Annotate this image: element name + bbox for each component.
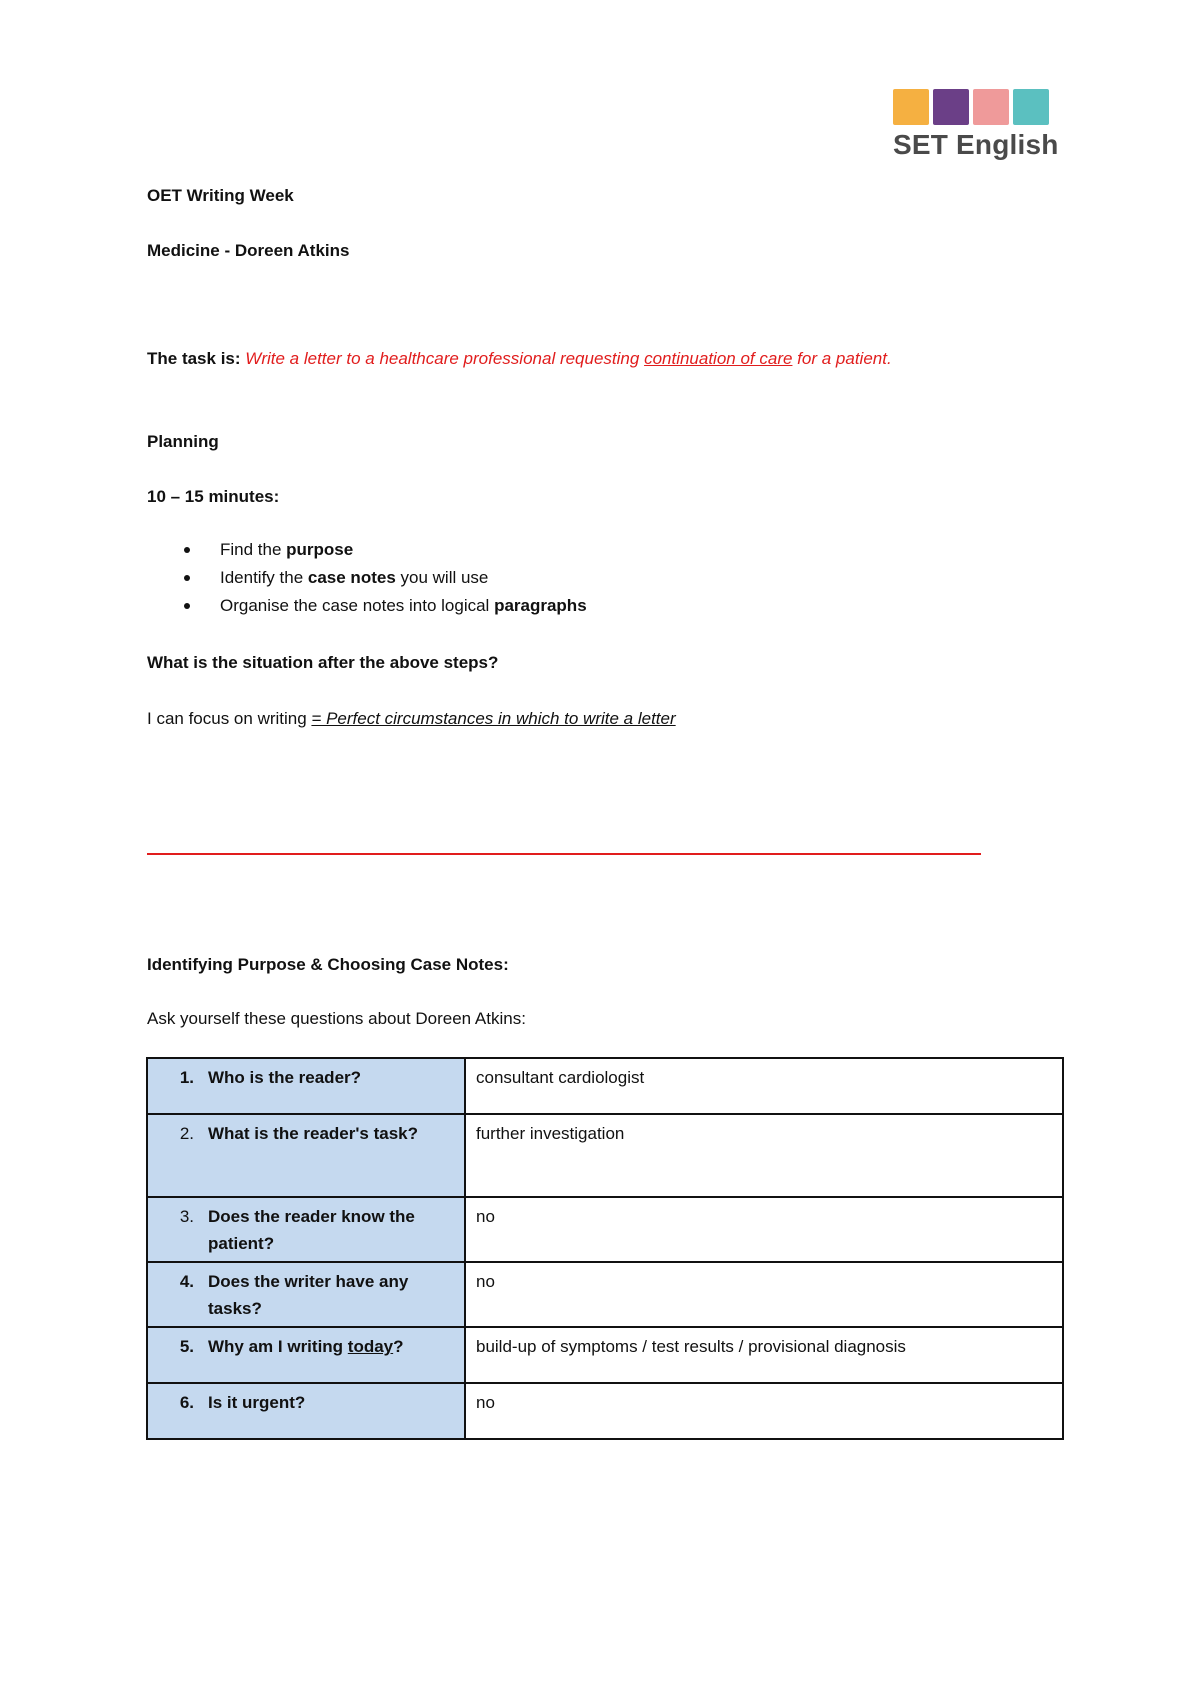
planning-time: 10 – 15 minutes: <box>147 487 280 506</box>
question-cell: 3. Does the reader know the patient? <box>147 1197 465 1262</box>
questions-table <box>146 1057 1064 1440</box>
planning-question: What is the situation after the above steps? <box>147 653 499 672</box>
section-intro: Ask yourself these questions about Doreen Atkins: <box>147 1009 526 1028</box>
planning-answer-plain: I can focus on writing <box>147 709 312 728</box>
section-heading: Identifying Purpose & Choosing Case Notes: <box>147 955 509 974</box>
question-cell: 2. What is the reader's task? <box>147 1114 465 1197</box>
answer-cell: consultant cardiologist <box>465 1058 1063 1114</box>
red-divider <box>147 853 981 855</box>
planning-heading: Planning <box>147 432 219 451</box>
question-cell: 6. Is it urgent? <box>147 1383 465 1439</box>
task-text-before: Write a letter to a healthcare professional requesting <box>245 349 645 368</box>
planning-answer <box>147 708 676 730</box>
set-english-logo <box>893 89 1059 169</box>
table-row <box>147 1114 1063 1197</box>
logo-square-pink <box>973 89 1009 125</box>
question-cell: 1. Who is the reader? <box>147 1058 465 1114</box>
task-text-after: for a patient. <box>792 349 892 368</box>
list-item: Identify the case notes you will use <box>180 567 587 595</box>
table-row <box>147 1197 1063 1262</box>
answer-cell: no <box>465 1262 1063 1327</box>
task-text-underlined: continuation of care <box>644 349 793 368</box>
task-label: The task is: <box>147 349 241 368</box>
task-line <box>147 348 892 370</box>
planning-answer-italic: = Perfect circumstances in which to write a letter <box>311 709 676 728</box>
document-subtitle: Medicine - Doreen Atkins <box>147 241 350 260</box>
answer-cell: no <box>465 1197 1063 1262</box>
list-item: Organise the case notes into logical paragraphs <box>180 595 587 623</box>
logo-square-teal <box>1013 89 1049 125</box>
answer-cell: no <box>465 1383 1063 1439</box>
planning-steps-list <box>180 539 587 623</box>
question-cell: 5. Why am I writing today? <box>147 1327 465 1383</box>
table-row <box>147 1327 1063 1383</box>
document-title: OET Writing Week <box>147 186 294 205</box>
logo-squares <box>893 89 1053 125</box>
list-item: Find the purpose <box>180 539 587 567</box>
table-row <box>147 1262 1063 1327</box>
answer-cell: further investigation <box>465 1114 1063 1197</box>
table-row <box>147 1058 1063 1114</box>
logo-square-orange <box>893 89 929 125</box>
logo-text: SET English <box>893 129 1059 160</box>
logo-square-purple <box>933 89 969 125</box>
answer-cell: build-up of symptoms / test results / provisional diagnosis <box>465 1327 1063 1383</box>
table-row <box>147 1383 1063 1439</box>
question-cell: 4. Does the writer have any tasks? <box>147 1262 465 1327</box>
